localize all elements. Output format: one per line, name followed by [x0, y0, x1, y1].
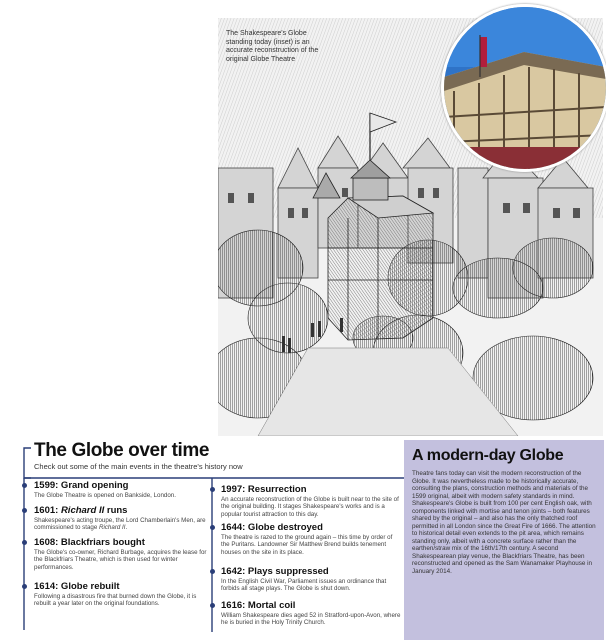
event-body: An accurate reconstruction of the Globe is built near to the site of the original building. It stages Shakespeare's works and is a popular tourist attraction to this day.	[221, 496, 399, 518]
event-heading: 1601: Richard II runs	[34, 505, 128, 516]
event-heading: 1614: Globe rebuilt	[34, 581, 120, 592]
timeline-event-1614	[34, 581, 214, 608]
event-heading: 1599: Grand opening	[34, 480, 129, 491]
event-body: The theatre is razed to the ground again – this time by order of the Puritans. Landowner Sir Matthew Brend builds tenement houses on the site in its place.	[221, 534, 393, 556]
event-body: In the English Civil War, Parliament issues an ordinance that forbids all stage plays. The Globe is shut down.	[221, 578, 387, 593]
event-body: Shakespeare's acting troupe, the Lord Chamberlain's Men, are commissioned to stage Richard II.	[34, 517, 206, 532]
modern-globe-sidebar	[404, 440, 604, 640]
event-heading: 1616: Mortal coil	[221, 600, 296, 611]
timeline-dot	[22, 483, 27, 488]
sidebar-body: Theatre fans today can visit the modern reconstruction of the Globe. It was nevertheless made to be historically accurate, consulting the plans, construction methods and materials of the 1599 original, albeit with modern safety standards in mind. Shakespeare's Globe is built from 100 per cent English oak, with components linked with mortise and tenon joints – both features shared by the original – and also has the only thatched roof permitted in all London since the Great Fire of 1666. The attention to historical detail even extends to the pit area, which remains standing only, albeit with a concrete surface rather than the earthen/straw mix of the 16th/17th century. A second Shakespearean play venue, the Blackfriars Theatre, has been reconstructed and opened as the Sam Wanamaker Playhouse in January 2014.	[412, 470, 596, 575]
timeline-title: The Globe over time	[34, 440, 210, 461]
sidebar-title: A modern-day Globe	[412, 447, 564, 464]
event-body: William Shakespeare dies aged 52 in Stratford-upon-Avon, where he is buried in the Holy Trinity Church.	[221, 612, 401, 627]
event-body: The Globe Theatre is opened on Bankside, London.	[34, 492, 176, 499]
timeline-event-1616	[221, 600, 401, 627]
timeline-event-1642	[221, 566, 401, 593]
play-title-italic: Richard II	[60, 505, 105, 516]
timeline-event-1644	[221, 522, 401, 556]
timeline-event-1997	[221, 484, 401, 518]
timeline-event-1608	[34, 537, 214, 571]
timeline-dot	[22, 584, 27, 589]
timeline-event-1601	[34, 505, 214, 532]
event-body: Following a disastrous fire that burned down the Globe, it is rebuilt a year later on the original foundations.	[34, 593, 197, 608]
event-heading: 1644: Globe destroyed	[221, 522, 323, 533]
event-heading: 1642: Plays suppressed	[221, 566, 329, 577]
event-body: The Globe's co-owner, Richard Burbage, acquires the lease for the Blackfriars Theatre, which is then used for winter performances.	[34, 549, 207, 571]
timeline-dot	[210, 487, 215, 492]
timeline-dot	[210, 603, 215, 608]
event-heading: 1997: Resurrection	[221, 484, 307, 495]
illustration-caption: The Shakespeare's Globe standing today (inset) is an accurate reconstruction of the original Globe Theatre	[226, 30, 319, 63]
timeline-dot	[22, 508, 27, 513]
timeline-subtitle: Check out some of the main events in the theatre's history now	[34, 462, 243, 471]
timeline-event-1599	[34, 480, 214, 499]
event-heading: 1608: Blackfriars bought	[34, 537, 145, 548]
timeline-dot	[22, 540, 27, 545]
timeline-dot	[210, 569, 215, 574]
timeline-dot	[210, 525, 215, 530]
